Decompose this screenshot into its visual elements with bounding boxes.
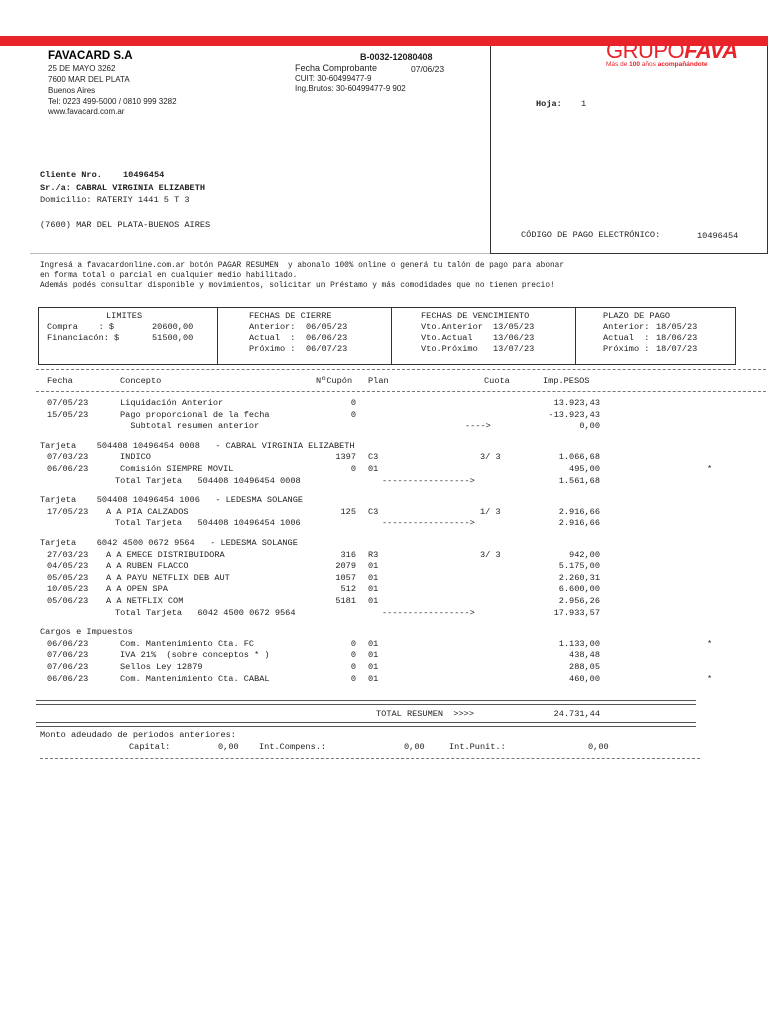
card-total-amount: 1.561,68	[558, 475, 600, 486]
row-plan: 01	[368, 596, 379, 606]
row-concept: Com. Mantenimiento Cta. FC	[120, 638, 255, 649]
notice-line-1: Ingresá a favacardonline.com.ar botón PAGAR RESUMEN y abonalo 100% online o generá tu talón de pago para abonar	[40, 262, 565, 270]
row-date: 07/06/23	[47, 662, 89, 672]
vencimiento-label-2: Vto.Actual	[421, 333, 473, 343]
row-amount: 1.133,00	[558, 638, 600, 649]
voucher-ingbrutos: Ing.Brutos: 30-60499477-9 902	[295, 84, 406, 93]
row-prefix: A	[106, 584, 117, 595]
header-divider-vertical	[490, 46, 491, 254]
payment-code-value: 10496454	[697, 231, 739, 241]
row-date: 06/06/23	[47, 673, 89, 684]
card-total-amount: 17.933,57	[553, 607, 600, 618]
limits-compra-label: Compra : $	[47, 322, 115, 332]
row-concept: Comisión SIEMPRE MOVIL	[120, 464, 234, 474]
row-concept	[106, 573, 230, 583]
limits-fin-value: 51500,00	[152, 333, 194, 343]
row-star: *	[707, 638, 713, 649]
row-amount: 495,00	[569, 464, 600, 474]
vencimiento-label-1: Vto.Anterior	[421, 322, 483, 332]
row-date: 07/05/23	[47, 398, 89, 408]
row-date: 10/05/23	[47, 584, 89, 595]
col-fecha: Fecha	[47, 376, 73, 386]
row-cupon: 0	[350, 464, 356, 474]
row-amount: 0,00	[579, 421, 600, 432]
row-amount: -13.923,43	[548, 409, 600, 420]
total-top-rule	[36, 700, 696, 705]
row-concept	[106, 550, 225, 560]
row-prefix: A	[106, 561, 117, 572]
total-label: TOTAL RESUMEN >>>>	[376, 709, 474, 719]
row-date: 15/05/23	[47, 409, 89, 420]
vencimiento-value-2: 13/06/23	[493, 333, 535, 343]
cierre-label-3: Próximo :	[249, 344, 296, 354]
row-concept: INDICO	[120, 452, 151, 463]
row-prefix: A	[106, 549, 117, 560]
total-amount: 24.731,44	[553, 709, 600, 719]
row-concept-text: A PAYU NETFLIX DEB AUT	[116, 572, 230, 583]
row-cupon: 0	[350, 638, 356, 649]
row-date: 05/06/23	[47, 596, 89, 606]
voucher-date: 07/06/23	[411, 64, 445, 74]
previous-punit: 0,00	[588, 742, 609, 752]
cierre-label-1: Anterior:	[249, 322, 296, 332]
page-number: 1	[581, 99, 587, 109]
row-prefix: A	[106, 596, 117, 606]
company-phone: Tel: 0223 499-5000 / 0810 999 3282	[48, 97, 177, 106]
row-date: 05/05/23	[47, 572, 89, 583]
col-concepto: Concepto	[120, 376, 162, 386]
company-city: 7600 MAR DEL PLATA	[48, 75, 130, 84]
section-header: Tarjeta 6042 4500 0672 9564 - LEDESMA SOLANGE	[40, 538, 298, 548]
row-plan: 01	[368, 662, 379, 672]
company-province: Buenos Aires	[48, 86, 96, 95]
cierre-value-2: 06/06/23	[306, 333, 348, 343]
vencimiento-value-1: 13/05/23	[493, 322, 535, 332]
page-label: Hoja:	[536, 99, 562, 109]
row-date: 17/05/23	[47, 506, 89, 517]
row-plan: C3	[368, 452, 379, 463]
row-cuota: 1/ 3	[480, 506, 501, 517]
row-amount: 2.916,66	[558, 506, 600, 517]
plazo-title: PLAZO DE PAGO	[603, 311, 671, 321]
row-cupon: 512	[340, 584, 356, 595]
cierre-value-3: 06/07/23	[306, 344, 348, 354]
card-total-amount: 2.916,66	[558, 518, 600, 529]
client-address: Domicilio: RATERIY 1441 5 T 3	[40, 195, 190, 205]
row-cupon: 2079	[335, 561, 356, 572]
cierre-value-1: 06/05/23	[306, 322, 348, 332]
row-date: 27/03/23	[47, 549, 89, 560]
row-concept-text: A RUBEN FLACCO	[116, 561, 189, 572]
plazo-value-2: 18/06/23	[656, 333, 698, 343]
info-divider-2	[391, 307, 392, 365]
col-importe: Imp.PESOS	[543, 376, 590, 386]
vencimiento-value-3: 13/07/23	[493, 344, 535, 354]
notice-line-3: Además podés consultar disponible y movimientos, solicitar un Préstamo y más comodidades que no tienen precio!	[40, 282, 555, 290]
info-divider-3	[575, 307, 576, 365]
card-total-label: Total Tarjeta 504408 10496454 1006	[115, 518, 301, 529]
logo-tagline-100: 100	[629, 61, 640, 68]
plazo-label-3: Próximo :	[603, 344, 650, 354]
row-concept	[106, 584, 168, 594]
section-header: Tarjeta 504408 10496454 0008 - CABRAL VIRGINIA ELIZABETH	[40, 440, 355, 451]
row-cupon: 125	[340, 506, 356, 517]
row-concept: Subtotal resumen anterior	[120, 421, 260, 432]
row-concept: Sellos Ley 12879	[120, 662, 203, 672]
row-amount: 2.956,26	[558, 596, 600, 606]
section-header: Cargos e Impuestos	[40, 627, 133, 638]
row-plan: 01	[368, 572, 379, 583]
plazo-label-2: Actual :	[603, 333, 650, 343]
card-total-arrow: ----------------->	[382, 607, 475, 618]
logo-fava: FAVA	[684, 38, 738, 63]
row-date: 06/06/23	[47, 464, 89, 474]
row-prefix: A	[106, 572, 117, 583]
notice-line-2: en forma total o parcial en cualquier medio habilitado.	[40, 272, 298, 280]
voucher-cuit: CUIT: 30-60499477-9	[295, 74, 372, 83]
previous-compens-label: Int.Compens.:	[259, 742, 327, 752]
row-plan: 01	[368, 561, 379, 572]
previous-punit-label: Int.Punit.:	[449, 742, 506, 752]
row-concept-text: A OPEN SPA	[116, 584, 168, 595]
col-plan: Plan	[368, 376, 389, 386]
total-bottom-rule	[36, 722, 696, 727]
row-concept	[106, 507, 189, 517]
col-cuota: Cuota	[484, 376, 510, 386]
row-amount: 438,48	[569, 650, 600, 661]
company-name: FAVACARD S.A	[48, 50, 133, 62]
row-concept	[106, 561, 189, 571]
row-plan: 01	[368, 638, 379, 649]
cierre-label-2: Actual :	[249, 333, 296, 343]
row-date: 04/05/23	[47, 561, 89, 572]
col-cupon: NºCupón	[316, 376, 353, 386]
header-bottom-line	[490, 253, 768, 254]
row-cupon: 0	[350, 662, 356, 672]
limits-title: LIMITES	[106, 311, 143, 321]
logo-tagline-a: Más de	[606, 61, 630, 68]
company-web: www.favacard.com.ar	[48, 107, 125, 116]
limits-fin-label: Financiacón: $	[47, 333, 120, 343]
voucher-number: B-0032-12080408	[360, 52, 433, 62]
row-star: *	[707, 673, 713, 684]
client-number-label: Cliente Nro.	[40, 170, 102, 180]
row-amount: 1.066,68	[558, 452, 600, 463]
row-plan: 01	[368, 673, 379, 684]
header-bottom-rule	[36, 391, 766, 392]
row-cuota: ---->	[465, 421, 491, 432]
row-date: 06/06/23	[47, 638, 89, 649]
row-amount: 5.175,00	[558, 561, 600, 572]
row-cupon: 316	[340, 549, 356, 560]
plazo-value-1: 18/05/23	[656, 322, 698, 332]
row-plan: 01	[368, 584, 379, 595]
client-locality: (7600) MAR DEL PLATA-BUENOS AIRES	[40, 220, 211, 230]
row-cuota: 3/ 3	[480, 549, 501, 560]
client-number: 10496454	[123, 170, 165, 180]
row-date: 07/06/23	[47, 650, 89, 661]
vencimiento-label-3: Vto.Próximo	[421, 344, 478, 354]
plazo-label-1: Anterior:	[603, 322, 650, 332]
row-plan: C3	[368, 506, 379, 517]
row-cupon: 1057	[335, 572, 356, 583]
card-total-arrow: ----------------->	[382, 518, 475, 529]
card-total-arrow: ----------------->	[382, 475, 475, 486]
row-concept	[106, 596, 183, 606]
client-name: Sr./a: CABRAL VIRGINIA ELIZABETH	[40, 183, 206, 193]
row-star: *	[707, 464, 713, 474]
row-amount: 2.260,31	[558, 572, 600, 583]
row-concept: Com. Mantenimiento Cta. CABAL	[120, 673, 270, 684]
row-cupon: 5181	[335, 596, 356, 606]
plazo-value-3: 18/07/23	[656, 344, 698, 354]
row-concept-text: A EMECE DISTRIBUIDORA	[116, 549, 225, 560]
row-amount: 13.923,43	[553, 398, 600, 408]
grupo-fava-logo	[606, 38, 738, 68]
row-date: 07/03/23	[47, 452, 89, 463]
previous-compens: 0,00	[404, 742, 425, 752]
row-cupon: 1397	[335, 452, 356, 463]
cierre-title: FECHAS DE CIERRE	[249, 311, 332, 321]
row-amount: 942,00	[569, 549, 600, 560]
vencimiento-title: FECHAS DE VENCIMIENTO	[421, 311, 530, 321]
row-amount: 6.600,00	[558, 584, 600, 595]
header-left-bottom-line	[30, 253, 490, 254]
previous-title: Monto adeudado de periodos anteriores:	[40, 730, 236, 740]
row-concept: Liquidación Anterior	[120, 398, 224, 408]
info-divider-1	[217, 307, 218, 365]
company-address: 25 DE MAYO 3262	[48, 64, 116, 73]
logo-tagline-b: años	[639, 61, 658, 68]
row-concept-text: A NETFLIX COM	[116, 596, 184, 606]
limits-compra-value: 20600,00	[152, 322, 194, 332]
row-plan: 01	[368, 464, 379, 474]
row-prefix: A	[106, 506, 117, 517]
row-plan: R3	[368, 549, 379, 560]
logo-grupo: GRUPO	[606, 38, 685, 63]
row-cupon: 0	[350, 409, 356, 420]
row-plan: 01	[368, 650, 379, 661]
row-cuota: 3/ 3	[480, 452, 501, 463]
row-amount: 288,05	[569, 662, 600, 672]
row-cupon: 0	[350, 673, 356, 684]
card-total-label: Total Tarjeta 504408 10496454 0008	[115, 475, 301, 486]
row-cupon: 0	[350, 650, 356, 661]
row-cupon: 0	[350, 398, 356, 408]
row-concept: IVA 21% (sobre conceptos * )	[120, 650, 270, 661]
voucher-date-label: Fecha Comprobante	[295, 63, 378, 73]
footer-rule	[40, 758, 700, 759]
previous-capital: 0,00	[218, 742, 239, 752]
payment-code-label: CÓDIGO DE PAGO ELECTRÓNICO:	[521, 230, 661, 240]
logo-tagline-c: acompañándote	[657, 61, 708, 68]
section-header: Tarjeta 504408 10496454 1006 - LEDESMA SOLANGE	[40, 495, 304, 506]
row-concept-text: A PIA CALZADOS	[116, 506, 189, 517]
header-top-rule	[36, 369, 766, 370]
previous-capital-label: Capital:	[129, 742, 171, 752]
row-concept: Pago proporcional de la fecha	[120, 409, 270, 420]
row-amount: 460,00	[569, 673, 600, 684]
card-total-label: Total Tarjeta 6042 4500 0672 9564	[115, 607, 296, 618]
